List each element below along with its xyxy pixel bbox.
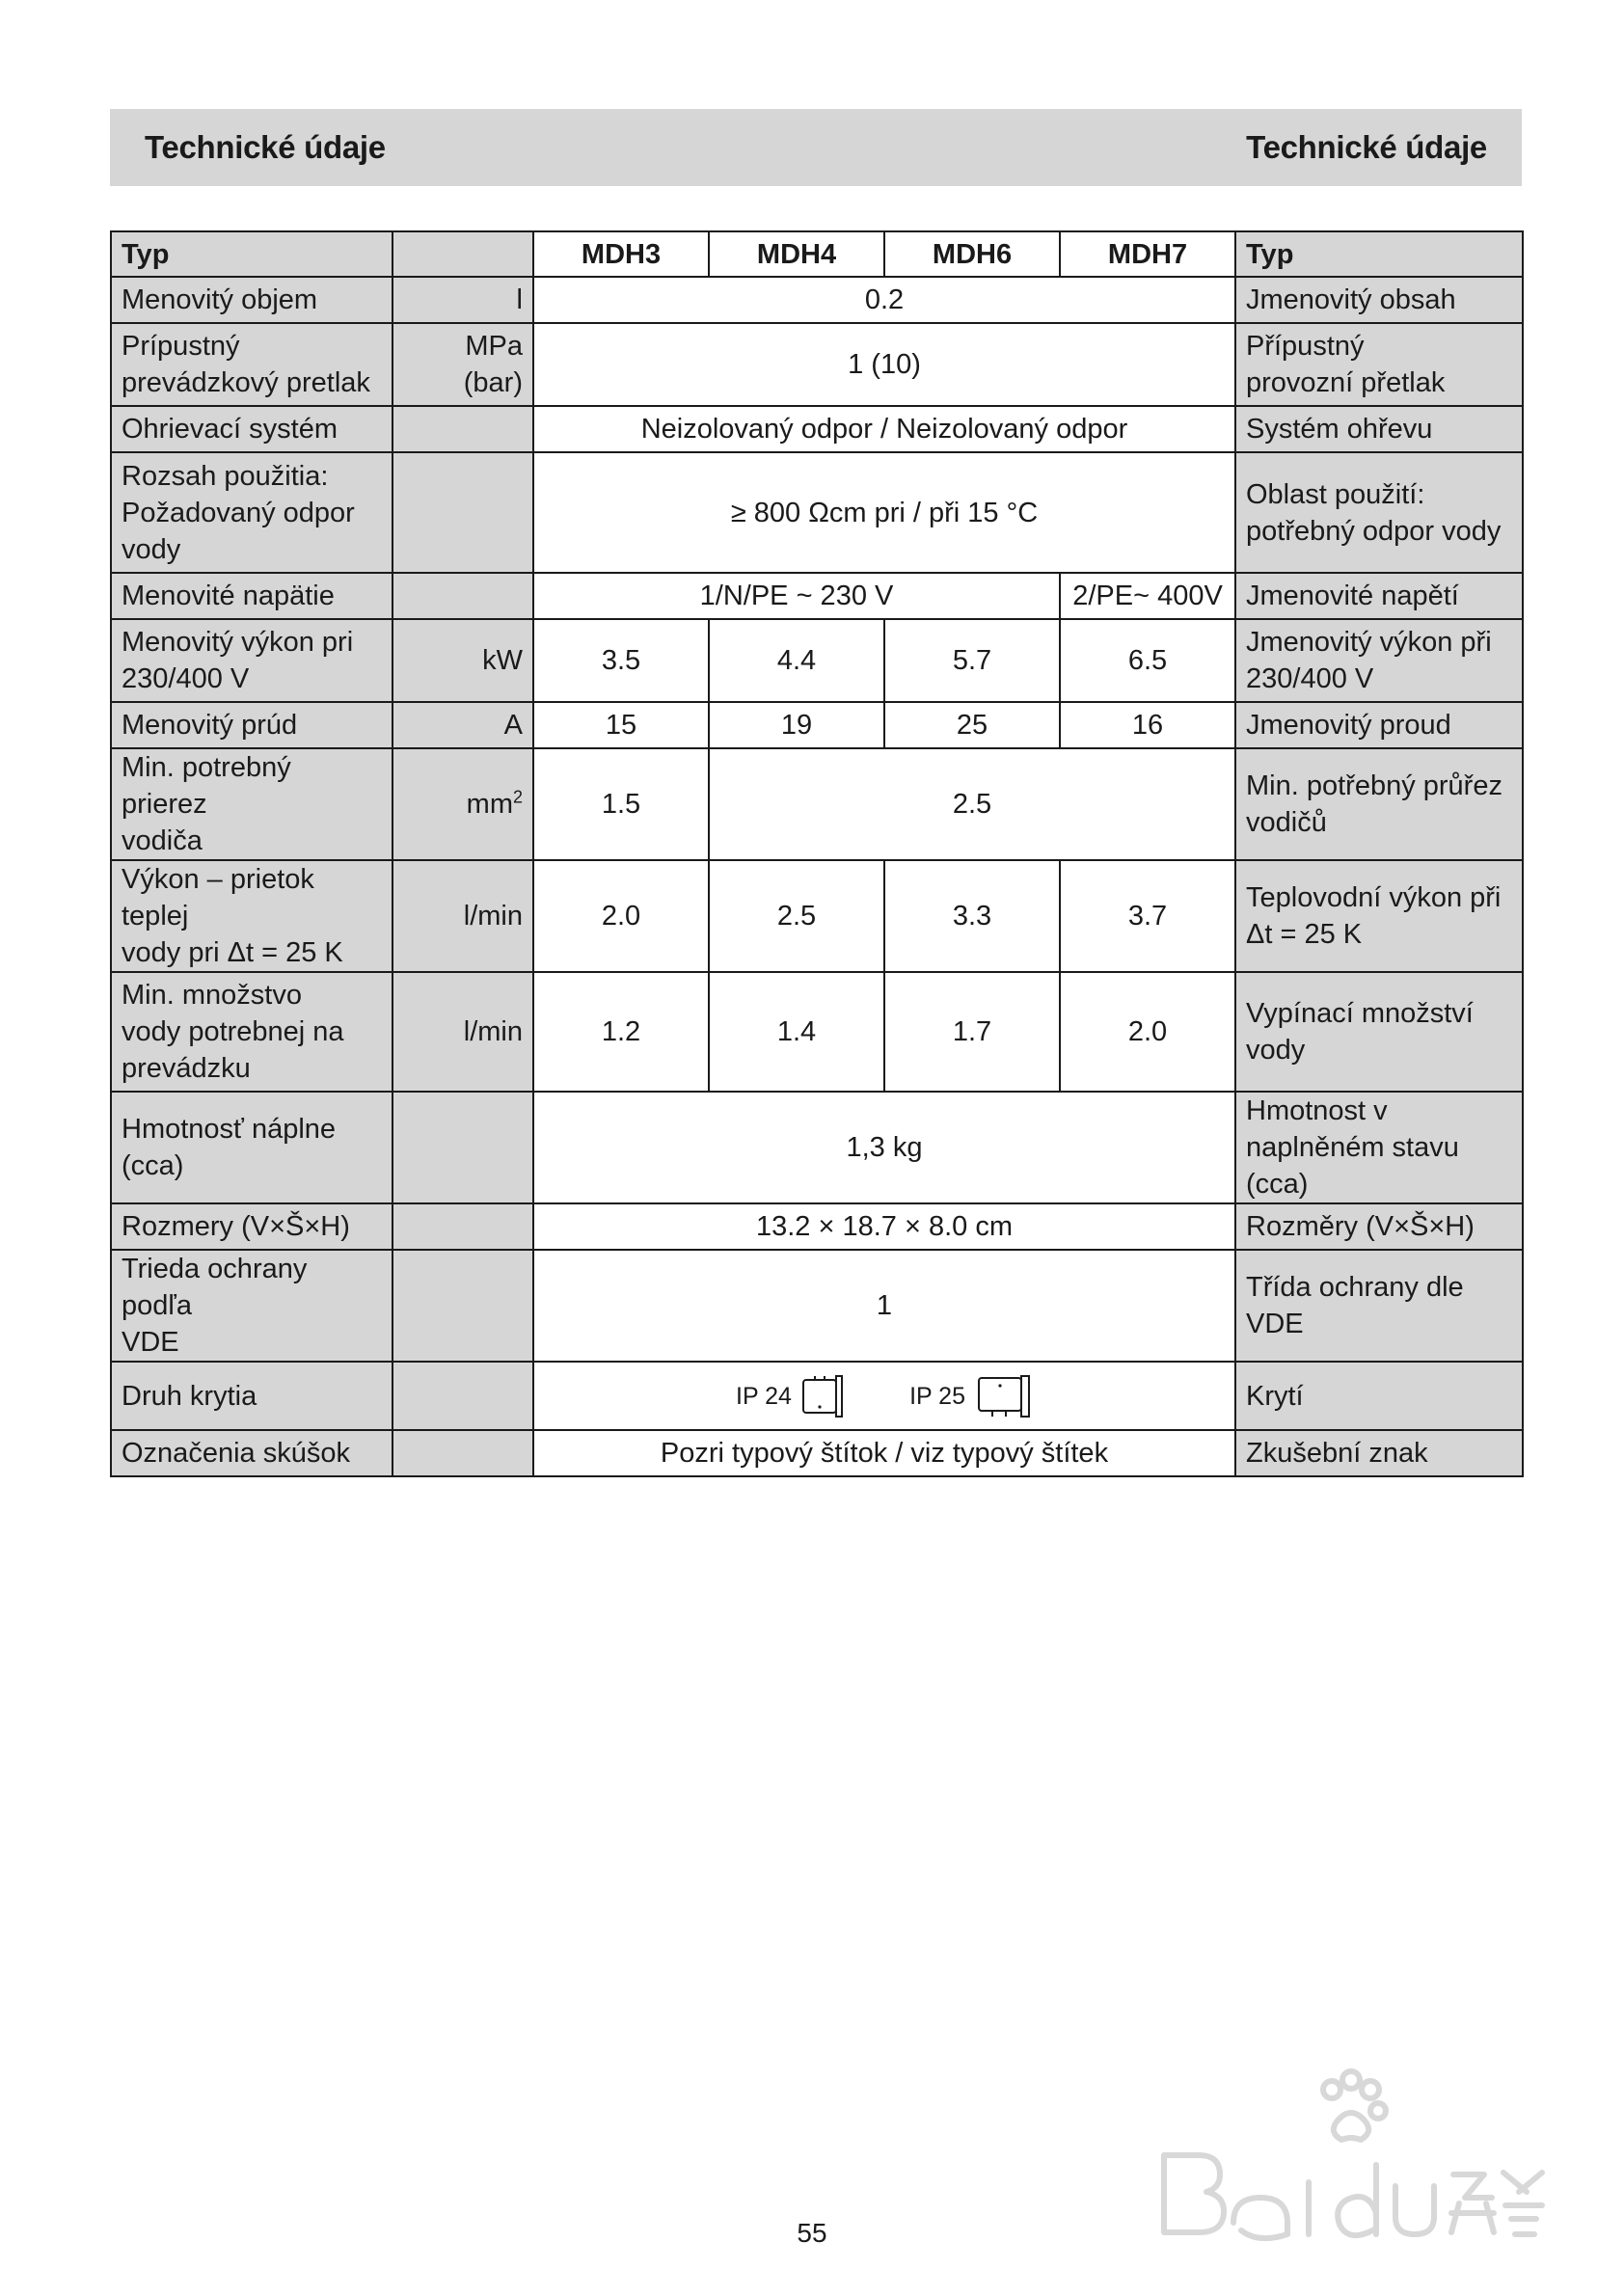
flow-label-cz-line2: Δt = 25 K xyxy=(1246,919,1363,950)
current-value-mdh6: 25 xyxy=(884,702,1060,748)
usage-value: ≥ 800 Ωcm pri / při 15 °C xyxy=(533,452,1235,573)
undersink-unit-icon xyxy=(801,1374,844,1418)
header-unit xyxy=(392,231,533,277)
min-flow-label-sk-line1: Min. množstvo xyxy=(122,980,302,1011)
volume-unit: l xyxy=(392,277,533,323)
flow-unit: l/min xyxy=(392,860,533,972)
weight-label-sk xyxy=(111,1092,392,1203)
header-title-right: Technické údaje xyxy=(1246,129,1487,165)
min-flow-label-sk-line3: prevádzku xyxy=(122,1053,251,1084)
wire-label-cz-line1: Min. potřebný průřez xyxy=(1246,770,1502,801)
wire-label-cz-line2: vodičů xyxy=(1246,807,1327,838)
section-header-bar xyxy=(110,109,1522,186)
protection-class-value: 1 xyxy=(533,1250,1235,1362)
power-value-mdh6: 5.7 xyxy=(884,619,1060,702)
table-row-dimensions xyxy=(111,1203,1523,1250)
pressure-label-sk-line2: prevádzkový pretlak xyxy=(122,367,370,398)
current-value-mdh7: 16 xyxy=(1060,702,1235,748)
power-value-mdh4: 4.4 xyxy=(709,619,884,702)
protection-class-label-cz: Třída ochrany dle VDE xyxy=(1235,1250,1523,1362)
dimensions-value: 13.2 × 18.7 × 8.0 cm xyxy=(533,1203,1235,1250)
pressure-value: 1 (10) xyxy=(533,323,1235,406)
table-row-wire-cross-section xyxy=(111,748,1523,860)
flow-label-sk-line1: Výkon – prietok teplej xyxy=(122,864,314,932)
table-row-protection-class xyxy=(111,1250,1523,1362)
current-unit: A xyxy=(392,702,533,748)
header-model-mdh7: MDH7 xyxy=(1060,231,1235,277)
min-flow-value-mdh7: 2.0 xyxy=(1060,972,1235,1092)
header-title-left: Technické údaje xyxy=(145,129,386,165)
power-unit: kW xyxy=(392,619,533,702)
test-marks-label-sk: Označenia skúšok xyxy=(111,1430,392,1476)
min-flow-label-cz-line1: Vypínací množství xyxy=(1246,998,1474,1029)
pressure-label-sk-line1: Prípustný xyxy=(122,331,240,362)
min-flow-label-cz-line2: vody xyxy=(1246,1035,1306,1066)
min-flow-label-sk xyxy=(111,972,392,1092)
header-model-mdh6: MDH6 xyxy=(884,231,1060,277)
table-header-row xyxy=(111,231,1523,277)
oversink-unit-icon xyxy=(975,1374,1033,1418)
pressure-label-cz-line2: provozní přetlak xyxy=(1246,367,1446,398)
weight-label-cz-line2: naplněném stavu (cca) xyxy=(1246,1132,1459,1200)
flow-value-mdh7: 3.7 xyxy=(1060,860,1235,972)
current-label-cz: Jmenovitý proud xyxy=(1235,702,1523,748)
table-row-current xyxy=(111,702,1523,748)
flow-value-mdh6: 3.3 xyxy=(884,860,1060,972)
heating-label-sk: Ohrievací systém xyxy=(111,406,392,452)
dimensions-label-cz: Rozměry (V×Š×H) xyxy=(1235,1203,1523,1250)
usage-label-sk-line2: Požadovaný odpor xyxy=(122,497,355,528)
table-row-pressure xyxy=(111,323,1523,406)
voltage-value-two-phase: 2/PE~ 400V xyxy=(1060,573,1235,619)
power-value-mdh3: 3.5 xyxy=(533,619,709,702)
flow-label-cz-line1: Teplovodní výkon při xyxy=(1246,882,1502,913)
ip24-group xyxy=(736,1374,844,1418)
header-model-mdh3: MDH3 xyxy=(533,231,709,277)
pressure-label-cz xyxy=(1235,323,1523,406)
table-row-min-flow xyxy=(111,972,1523,1092)
table-row-test-marks xyxy=(111,1430,1523,1476)
voltage-label-sk: Menovité napätie xyxy=(111,573,392,619)
pressure-label-cz-line1: Přípustný xyxy=(1246,331,1365,362)
flow-label-cz xyxy=(1235,860,1523,972)
dimensions-label-sk: Rozmery (V×Š×H) xyxy=(111,1203,392,1250)
weight-label-sk-line1: Hmotnosť náplne xyxy=(122,1114,337,1145)
power-label-sk-line2: 230/400 V xyxy=(122,663,250,694)
usage-label-sk xyxy=(111,452,392,573)
weight-label-cz xyxy=(1235,1092,1523,1203)
usage-label-sk-line1: Rozsah použitia: xyxy=(122,460,329,492)
table-row-volume xyxy=(111,277,1523,323)
current-value-mdh3: 15 xyxy=(533,702,709,748)
volume-value: 0.2 xyxy=(533,277,1235,323)
volume-label-sk: Menovitý objem xyxy=(111,277,392,323)
test-marks-value: Pozri typový štítok / viz typový štítek xyxy=(533,1430,1235,1476)
ip25-group xyxy=(909,1374,1033,1418)
flow-label-sk-line2: vody pri Δt = 25 K xyxy=(122,937,343,968)
weight-unit xyxy=(392,1092,533,1203)
ip25-label: IP 25 xyxy=(909,1382,965,1410)
voltage-value-single-phase: 1/N/PE ~ 230 V xyxy=(533,573,1060,619)
protection-class-unit xyxy=(392,1250,533,1362)
pressure-label-sk xyxy=(111,323,392,406)
power-value-mdh7: 6.5 xyxy=(1060,619,1235,702)
enclosure-label-sk: Druh krytia xyxy=(111,1362,392,1430)
weight-value: 1,3 kg xyxy=(533,1092,1235,1203)
flow-value-mdh3: 2.0 xyxy=(533,860,709,972)
power-label-sk-line1: Menovitý výkon pri xyxy=(122,627,354,658)
power-label-sk xyxy=(111,619,392,702)
current-label-sk: Menovitý prúd xyxy=(111,702,392,748)
min-flow-label-sk-line2: vody potrebnej na xyxy=(122,1016,344,1047)
wire-label-cz xyxy=(1235,748,1523,860)
header-model-mdh4: MDH4 xyxy=(709,231,884,277)
voltage-unit xyxy=(392,573,533,619)
table-row-voltage xyxy=(111,573,1523,619)
min-flow-value-mdh4: 1.4 xyxy=(709,972,884,1092)
power-label-cz-line1: Jmenovitý výkon při xyxy=(1246,627,1492,658)
wire-unit-base: mm xyxy=(466,789,513,820)
min-flow-unit: l/min xyxy=(392,972,533,1092)
page-number: 55 xyxy=(797,2218,827,2248)
protection-class-label-sk-line1: Trieda ochrany podľa xyxy=(122,1254,308,1321)
heating-value: Neizolovaný odpor / Neizolovaný odpor xyxy=(533,406,1235,452)
heating-label-cz: Systém ohřevu xyxy=(1235,406,1523,452)
enclosure-label-cz: Krytí xyxy=(1235,1362,1523,1430)
weight-label-sk-line2: (cca) xyxy=(122,1150,184,1181)
test-marks-label-cz: Zkušební znak xyxy=(1235,1430,1523,1476)
power-label-cz-line2: 230/400 V xyxy=(1246,663,1374,694)
usage-label-cz-line1: Oblast použití: xyxy=(1246,478,1425,510)
wire-unit-superscript: 2 xyxy=(512,787,523,807)
wire-unit xyxy=(392,748,533,860)
ip24-label: IP 24 xyxy=(736,1382,792,1410)
enclosure-unit xyxy=(392,1362,533,1430)
dimensions-unit xyxy=(392,1203,533,1250)
usage-label-cz xyxy=(1235,452,1523,573)
table-row-usage xyxy=(111,452,1523,573)
table-row-power xyxy=(111,619,1523,702)
wire-value-mdh3: 1.5 xyxy=(533,748,709,860)
min-flow-value-mdh3: 1.2 xyxy=(533,972,709,1092)
min-flow-label-cz xyxy=(1235,972,1523,1092)
weight-label-cz-line1: Hmotnost v xyxy=(1246,1095,1388,1126)
table-row-weight xyxy=(111,1092,1523,1203)
power-label-cz xyxy=(1235,619,1523,702)
pressure-unit: MPa (bar) xyxy=(392,323,533,406)
protection-class-label-sk xyxy=(111,1250,392,1362)
wire-value-mdh4-7: 2.5 xyxy=(709,748,1235,860)
voltage-label-cz: Jmenovité napětí xyxy=(1235,573,1523,619)
min-flow-value-mdh6: 1.7 xyxy=(884,972,1060,1092)
test-marks-unit xyxy=(392,1430,533,1476)
current-value-mdh4: 19 xyxy=(709,702,884,748)
table-row-flow xyxy=(111,860,1523,972)
table-row-heating xyxy=(111,406,1523,452)
header-type-sk: Typ xyxy=(111,231,392,277)
wire-label-sk-line1: Min. potrebný prierez xyxy=(122,752,291,820)
flow-value-mdh4: 2.5 xyxy=(709,860,884,972)
wire-label-sk xyxy=(111,748,392,860)
flow-label-sk xyxy=(111,860,392,972)
enclosure-value xyxy=(533,1362,1235,1430)
technical-data-table xyxy=(110,230,1524,1477)
volume-label-cz: Jmenovitý obsah xyxy=(1235,277,1523,323)
table-row-enclosure xyxy=(111,1362,1523,1430)
usage-unit xyxy=(392,452,533,573)
header-type-cz: Typ xyxy=(1235,231,1523,277)
protection-class-label-sk-line2: VDE xyxy=(122,1327,179,1358)
wire-label-sk-line2: vodiča xyxy=(122,825,203,856)
usage-label-sk-line3: vody xyxy=(122,533,181,565)
usage-label-cz-line2: potřebný odpor vody xyxy=(1246,515,1502,547)
heating-unit xyxy=(392,406,533,452)
